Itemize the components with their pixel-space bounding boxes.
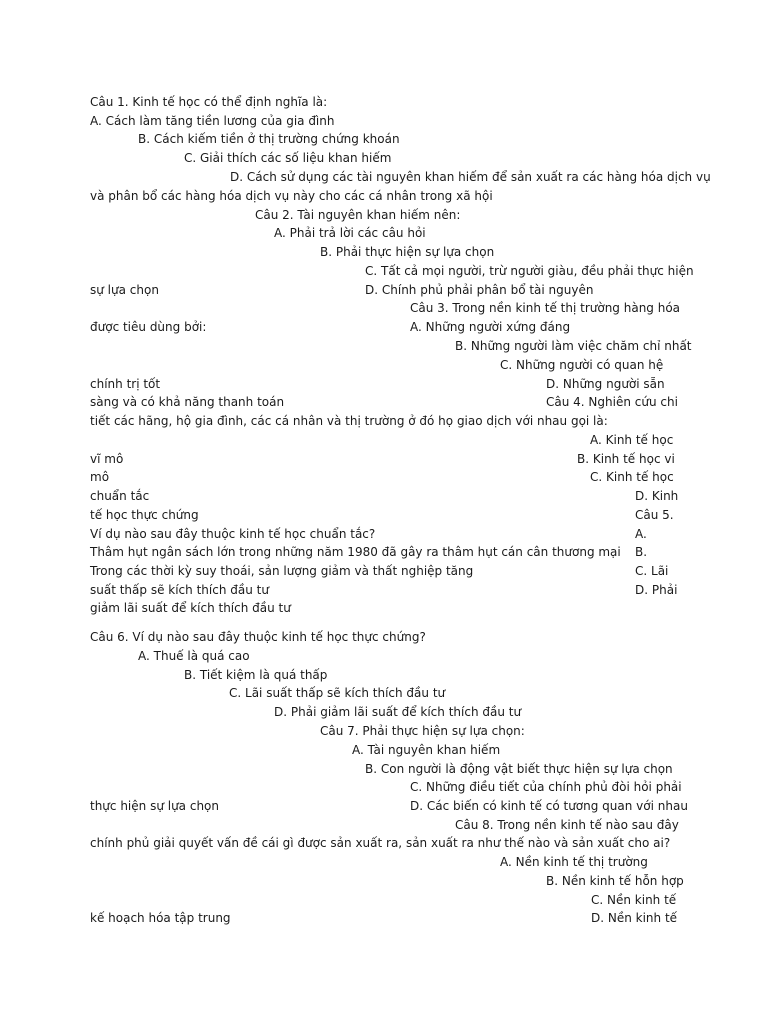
question-1: Câu 1. Kinh tế học có thể định nghĩa là: — [90, 95, 328, 109]
q6-option-b: B. Tiết kiệm là quá thấp — [184, 668, 328, 682]
question-8: Câu 8. Trong nền kinh tế nào sau đây — [455, 818, 679, 832]
q8-option-d: D. Nền kinh tế — [591, 911, 678, 925]
q3-option-c: C. Những người có quan hệ — [500, 358, 664, 372]
q2-option-c-continued: sự lựa chọn — [90, 283, 159, 297]
question-3-continued: được tiêu dùng bởi: — [90, 320, 207, 334]
q8-option-c: C. Nền kinh tế — [591, 893, 677, 907]
q2-option-b: B. Phải thực hiện sự lựa chọn — [320, 245, 495, 259]
question-8-continued: chính phủ giải quyết vấn đề cái gì được sản xuất ra, sản xuất ra như thế nào và sản xuất cho ai? — [90, 836, 671, 850]
q1-option-d: D. Cách sử dụng các tài nguyên khan hiếm để sản xuất ra các hàng hóa dịch vụ — [230, 170, 711, 184]
q5-option-a: A. — [635, 527, 647, 541]
q5-option-c: C. Lãi — [635, 564, 669, 578]
q4-option-b: B. Kinh tế học vi — [577, 452, 675, 466]
question-4: Câu 4. Nghiên cứu chi — [546, 395, 678, 409]
q5-option-d-continued: giảm lãi suất để kích thích đầu tư — [90, 601, 291, 615]
q4-option-a-continued: vĩ mô — [90, 452, 124, 466]
q1-option-b: B. Cách kiếm tiền ở thị trường chứng khoán — [138, 132, 400, 146]
q2-option-d: D. Chính phủ phải phân bổ tài nguyên — [365, 283, 594, 297]
q7-option-d: D. Các biến có kinh tế có tương quan với nhau — [410, 799, 688, 813]
q5-option-c-continued: suất thấp sẽ kích thích đầu tư — [90, 583, 269, 597]
q1-option-d-continued: và phân bổ các hàng hóa dịch vụ này cho các cá nhân trong xã hội — [90, 189, 493, 203]
q3-option-d-continued: sàng và có khả năng thanh toán — [90, 395, 285, 409]
question-5: Câu 5. — [635, 508, 674, 522]
q5-option-b-continued: Trong các thời kỳ suy thoái, sản lượng giảm và thất nghiệp tăng — [90, 564, 474, 578]
q7-option-b: B. Con người là động vật biết thực hiện sự lựa chọn — [365, 762, 673, 776]
question-3: Câu 3. Trong nền kinh tế thị trường hàng hóa — [410, 301, 681, 315]
q7-option-c-continued: thực hiện sự lựa chọn — [90, 799, 219, 813]
q6-option-a: A. Thuế là quá cao — [138, 649, 250, 663]
q3-option-b: B. Những người làm việc chăm chỉ nhất — [455, 339, 692, 353]
q4-option-c: C. Kinh tế học — [590, 470, 674, 484]
q4-option-d: D. Kinh — [635, 489, 679, 503]
q4-option-c-continued: chuẩn tắc — [90, 489, 150, 503]
q8-option-b: B. Nền kinh tế hỗn hợp — [546, 874, 684, 888]
q7-option-c: C. Những điều tiết của chính phủ đòi hỏi phải — [410, 780, 682, 794]
question-7: Câu 7. Phải thực hiện sự lựa chọn: — [320, 724, 525, 738]
question-4-continued: tiết các hãng, hộ gia đình, các cá nhân và thị trường ở đó họ giao dịch với nhau gọi là: — [90, 414, 608, 428]
question-6: Câu 6. Ví dụ nào sau đây thuộc kinh tế học thực chứng? — [90, 630, 426, 644]
q4-option-b-continued: mô — [90, 470, 110, 484]
q3-option-d: D. Những người sẵn — [546, 377, 665, 391]
q8-option-a: A. Nền kinh tế thị trường — [500, 855, 648, 869]
q3-option-c-continued: chính trị tốt — [90, 377, 161, 391]
question-5-continued: Ví dụ nào sau đây thuộc kinh tế học chuẩn tắc? — [90, 527, 376, 541]
q6-option-c: C. Lãi suất thấp sẽ kích thích đầu tư — [229, 686, 446, 700]
q6-option-d: D. Phải giảm lãi suất để kích thích đầu tư — [274, 705, 522, 719]
q4-option-a: A. Kinh tế học — [590, 433, 674, 447]
q1-option-a: A. Cách làm tăng tiền lương của gia đình — [90, 114, 335, 128]
question-2: Câu 2. Tài nguyên khan hiếm nên: — [255, 208, 461, 222]
q5-option-a-continued: Thâm hụt ngân sách lớn trong những năm 1980 đã gây ra thâm hụt cán cân thương mại — [90, 545, 621, 559]
q4-option-d-continued: tế học thực chứng — [90, 508, 199, 522]
q2-option-a: A. Phải trả lời các câu hỏi — [274, 226, 426, 240]
q7-option-a: A. Tài nguyên khan hiếm — [352, 743, 501, 757]
q8-option-c-continued: kế hoạch hóa tập trung — [90, 911, 231, 925]
q1-option-c: C. Giải thích các số liệu khan hiếm — [184, 151, 392, 165]
q5-option-d: D. Phải — [635, 583, 678, 597]
q2-option-c: C. Tất cả mọi người, trừ người giàu, đều phải thực hiện — [365, 264, 694, 278]
q3-option-a: A. Những người xứng đáng — [410, 320, 571, 334]
q5-option-b: B. — [635, 545, 648, 559]
